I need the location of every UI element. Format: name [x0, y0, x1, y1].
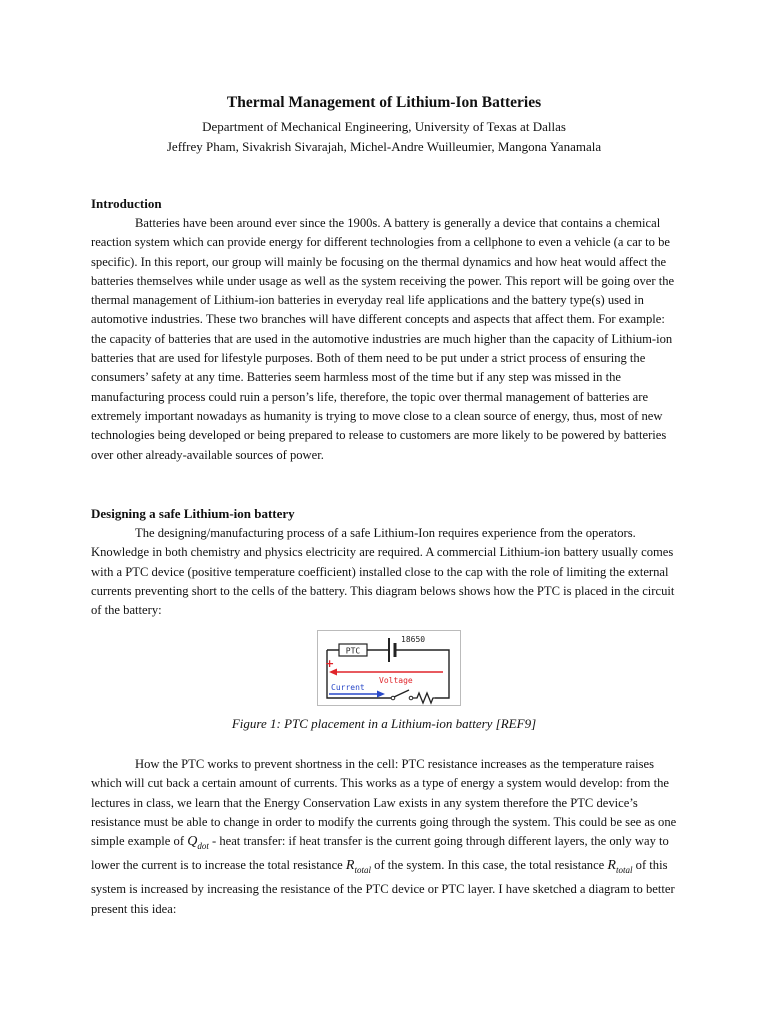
ptc-text-part1: How the PTC works to prevent shortness in the cell: PTC resistance increases as the temperature raises which will cut back a certain amount of currents. This works as a type of energy a system would develop: from the lectures in class, we learn that the Energy Conservation Law exists in any system therefore the PTC device’s resistance must be able to change in order to modify the currents going through the system. This could be see as one simple example of [91, 757, 677, 849]
ptc-label: PTC [345, 646, 361, 656]
figure-caption: Figure 1: PTC placement in a Lithium-ion battery [REF9] [231, 716, 537, 731]
introduction-paragraph [91, 214, 677, 465]
rtotal-symbol [345, 858, 371, 876]
rtotal-symbol-2 [607, 858, 633, 876]
design-text: The designing/manufacturing process of a safe Lithium-Ion requires experience from the operators. Knowledge in both chemistry and physics electricity are required. A commercial Lithium-ion battery usually comes with a PTC device (positive temperature coefficient) installed close to the cap with the role of limiting the external currents preventing short to the cells of the battery. This diagram belows shows how the PTC is placed in the circuit of the battery: [91, 526, 675, 618]
qdot-subscript: dot [197, 840, 209, 851]
ptc-text-part4: of this system is increased by increasing the resistance of the PTC device or PTC layer. I have sketched a diagram to better present this idea: [91, 858, 675, 916]
design-heading: Designing a safe Lithium-ion battery [91, 506, 295, 521]
document-title: Thermal Management of Lithium-Ion Batteries [226, 94, 542, 111]
introduction-text: Batteries have been around ever since the 1900s. A battery is generally a device that contains a chemical reaction system which can provide energy for different technologies from a cellphone to even a vehicle (a car to be specific). In this report, our group will mainly be focusing on the thermal dynamics and how heat would affect the batteries themselves while under usage as well as the system receiving the power. This report will be going over the thermal management of Lithium-ion batteries in everyday real life applications and the battery type(s) used in automotive industries. These two branches will have different concepts and aspects that affect them. For example: the capacity of batteries that are used in the automotive industries are much higher than the capacity of Lithium-ion batteries that are used for lifestyle purposes. Both of them need to be put under a strict process of ensuring the consumers’ safety at any time. Batteries seem harmless most of the time but if any step was missed in the manufacturing process could ruin a person’s life, therefore, the topic over thermal management of batteries are extremely important nowadays as humanity is trying to move close to a clean source of energy, thus, most of new technologies being developed or being prepared to release to customers are more likely to be powered by batteries over other already-available sources of power. [91, 216, 675, 462]
authors-line: Jeffrey Pham, Sivakrish Sivarajah, Michel-Andre Wuilleumier, Mangona Yanamala [166, 139, 602, 154]
ptc-text-part3: of the system. In this case, the total resistance [371, 858, 608, 873]
introduction-heading: Introduction [91, 196, 162, 211]
rtotal-base-2: R [607, 858, 616, 874]
current-label: Current [331, 683, 365, 692]
ptc-text-part2: - heat transfer: if heat transfer is the current going through different layers, the only way to lower the current is to increase the total resistance [91, 834, 669, 873]
cell-label: 18650 [401, 635, 426, 644]
ptc-circuit-diagram [317, 630, 461, 706]
rtotal-subscript-2: total [615, 865, 633, 876]
qdot-symbol [187, 834, 209, 849]
qdot-base: Q [187, 834, 198, 850]
ptc-circuit-figure [317, 630, 461, 706]
rtotal-subscript: total [354, 865, 371, 876]
rtotal-base: R [345, 858, 355, 874]
department-line: Department of Mechanical Engineering, University of Texas at Dallas [202, 119, 566, 134]
plus-sign: + [325, 657, 335, 670]
voltage-label: Voltage [379, 676, 413, 685]
design-paragraph [91, 524, 677, 620]
ptc-explanation-paragraph [91, 755, 677, 919]
switch-contact-right [409, 696, 413, 700]
